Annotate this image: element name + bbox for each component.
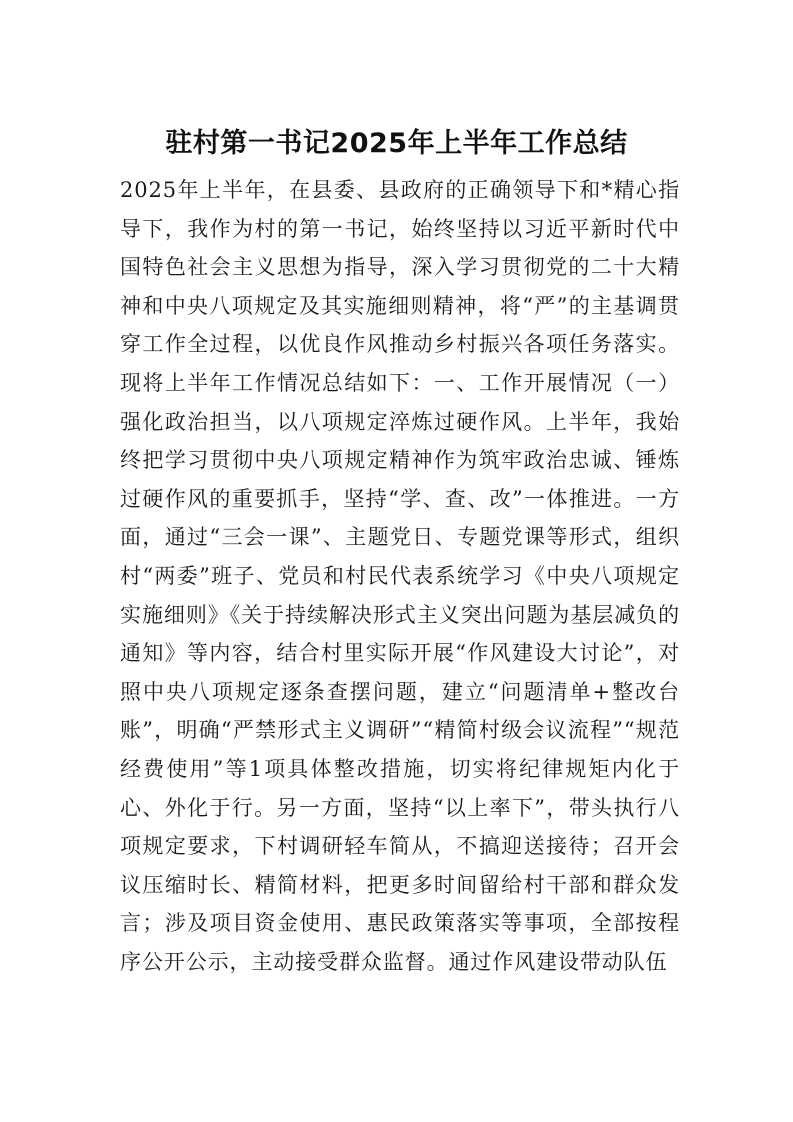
document-body-paragraph: 2025年上半年，在县委、县政府的正确领导下和*精心指导下，我作为村的第一书记，始终坚持以习近平新时代中国特色社会主义思想为指导，深入学习贯彻党的二十大精神和中央八项规定及其实施细则精神，将“严”的主基调贯穿工作全过程，以优良作风推动乡村振兴各项任务落实。现将上半年工作情况总结如下：一、工作开展情况（一）强化政治担当，以八项规定淬炼过硬作风。上半年，我始终把学习贯彻中央八项规定精神作为筑牢政治忠诚、锤炼过硬作风的重要抓手，坚持“学、查、改”一体推进。一方面，通过“三会一课”、主题党日、专题党课等形式，组织村“两委”班子、党员和村民代表系统学习《中央八项规定实施细则》《关于持续解决形式主义突出问题为基层减负的通知》等内容，结合村里实际开展“作风建设大讨论”，对照中央八项规定逐条查摆问题，建立“问题清单+整改台账”，明确“严禁形式主义调研”“精简村级会议流程”“规范经费使用”等1项具体整改措施，切实将纪律规矩内化于心、外化于行。另一方面，坚持“以上率下”，带头执行八项规定要求，下村调研轻车简从，不搞迎送接待；召开会议压缩时长、精简材料，把更多时间留给村干部和群众发言；涉及项目资金使用、惠民政策落实等事项，全部按程序公开公示，主动接受群众监督。通过作风建设带动队伍 <box>120 178 680 974</box>
document-title: 驻村第一书记2025年上半年工作总结 <box>165 128 628 159</box>
